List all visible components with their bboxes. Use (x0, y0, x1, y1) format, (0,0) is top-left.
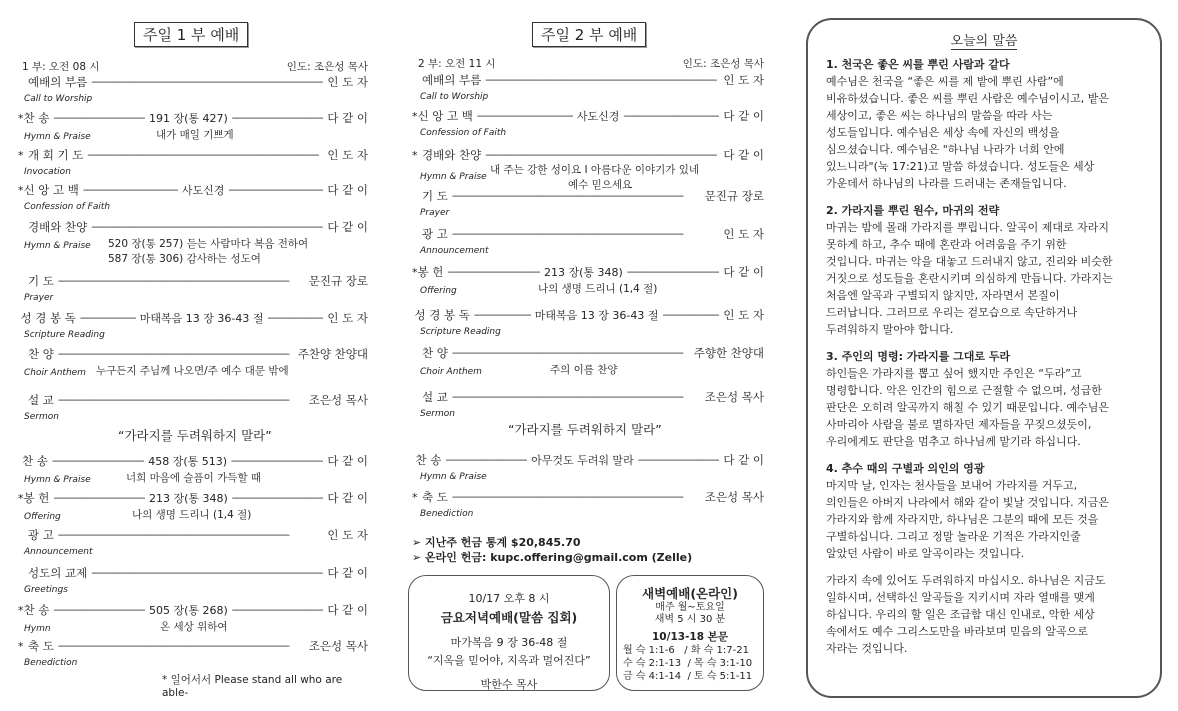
order-item-subtitle: 나의 생명 드리니 (1,4 절) (132, 509, 252, 521)
order-item-english: Hymn & Praise (420, 172, 487, 182)
dotted-leader (53, 113, 145, 124)
closing-line: 자라는 것입니다. (826, 642, 908, 655)
service1-leader: 인도: 조은성 목사 (286, 61, 368, 73)
dotted-leader (87, 150, 323, 161)
order-item-english: Prayer (24, 293, 54, 303)
order-item-english: Scripture Reading (24, 330, 105, 340)
order-item-subtitle: 587 장(통 306) 감사하는 성도여 (108, 253, 261, 265)
order-item-detail: 마태복음 13 장 36-43 절 (139, 312, 264, 325)
order-item-english: Sermon (24, 412, 59, 422)
section-heading: 1. 천국은 좋은 씨를 뿌린 사람과 같다 (826, 58, 1010, 71)
required-stand-mark: * (18, 639, 24, 653)
dotted-leader (485, 150, 719, 161)
order-item-english: Announcement (420, 246, 489, 256)
dotted-leader (58, 395, 305, 406)
section-line: 사마리아 사람을 불로 멸하자던 제자들을 꾸짖으셨듯이, (826, 418, 1092, 431)
order-item-leader: 주찬양 찬양대 (297, 347, 368, 361)
order-item-label: 찬 송 (23, 603, 50, 617)
section-line: 것입니다. 마귀는 악을 대놓고 드러내지 않고, 진리와 비슷한 (826, 255, 1113, 268)
section-heading: 4. 추수 때의 구별과 의인의 영광 (826, 462, 985, 475)
dotted-leader (638, 455, 720, 466)
section-line: 마귀는 밤에 몰래 가라지를 뿌립니다. 알곡이 제대로 자라지 (826, 221, 1109, 234)
order-item-leader: 다 같 이 (327, 566, 368, 580)
dotted-leader (91, 568, 323, 579)
dawn-schedule (617, 644, 763, 683)
service1-title: 주일 1 부 예배 (134, 22, 248, 47)
required-stand-mark: * (412, 265, 418, 279)
dotted-leader (80, 313, 136, 324)
section-line: 알았던 사람이 바로 알곡이라는 것입니다. (826, 547, 1025, 560)
order-item-english: Invocation (24, 167, 71, 177)
order-item-leader: 다 같 이 (723, 453, 764, 467)
required-stand-mark: * (412, 490, 418, 504)
section-line: 세상이고, 좋은 씨는 하나님의 말씀을 따라 사는 (826, 109, 1053, 122)
order-item-leader: 다 같 이 (327, 220, 368, 234)
order-item-label: 찬 송 (23, 111, 50, 125)
section-line: 명령합니다. 악은 인간의 힘으로 근절할 수 없으며, 성급한 (826, 384, 1102, 397)
dotted-leader (58, 530, 323, 541)
order-item-leader: 인 도 자 (327, 311, 368, 325)
dotted-leader (452, 492, 701, 503)
offering-stats-text: 지난주 헌금 통계 $20,845.70 (425, 536, 581, 549)
service2-column (412, 0, 764, 711)
dawn-range: 10/13-18 본문 (652, 631, 728, 643)
required-stand-mark: * (412, 148, 418, 162)
worship-order-row (412, 345, 764, 361)
worship-order-row (18, 565, 368, 581)
order-item-english: Hymn & Praise (24, 241, 91, 251)
dotted-leader (53, 493, 145, 504)
order-item-english: Call to Worship (24, 94, 93, 104)
online-offering-text: 온라인 헌금: kupc.offering@gmail.com (Zelle) (425, 551, 693, 564)
order-item-english: Confession of Faith (420, 128, 507, 138)
section-line: 예수님은 천국을 “좋은 씨를 제 밭에 뿌린 사람”에 (826, 75, 1064, 88)
worship-order-row (412, 188, 764, 204)
order-item-english: Scripture Reading (420, 327, 501, 337)
order-item-label: 경배와 찬양 (422, 148, 482, 162)
dotted-leader (58, 349, 294, 360)
order-item-leader: 다 같 이 (723, 148, 764, 162)
order-item-subtitle: 온 세상 위하여 (160, 621, 228, 633)
required-stand-mark: * (18, 148, 24, 162)
section-line: 심으셨습니다. 예수님은 "하나님 나라가 너희 안에 (826, 143, 1065, 156)
order-item-leader: 다 같 이 (723, 109, 764, 123)
dotted-leader (452, 348, 690, 359)
order-item-label: 성도의 교제 (28, 566, 88, 580)
closing-line: 일하시며, 선택하신 알곡들을 지키시며 자라 열매를 맺게 (826, 591, 1095, 604)
required-stand-mark: * (18, 603, 24, 617)
friday-passage: 마가복음 9 장 36-48 절 (450, 636, 568, 649)
dotted-leader (447, 267, 540, 278)
offering-stats: ➢ 지난주 헌금 통계 $20,845.70 (412, 536, 581, 549)
dotted-leader (232, 493, 324, 504)
worship-order-row (18, 273, 368, 289)
order-item-label: 광 고 (28, 528, 54, 542)
dotted-leader (53, 605, 145, 616)
order-item-detail: 사도신경 (181, 184, 225, 197)
worship-order-row (18, 182, 368, 198)
order-item-label: 설 교 (28, 393, 54, 407)
order-item-label: 축 도 (28, 639, 54, 653)
order-item-label: 성 경 봉 독 (20, 311, 76, 325)
dotted-leader (445, 455, 527, 466)
dawn-schedule-row: 수 슥 2:1-13 / 목 슥 3:1-10 (623, 658, 753, 669)
order-item-subtitle: 예수 믿으세요 (568, 179, 633, 191)
dotted-leader (485, 75, 719, 86)
section-line: 가라지와 함께 자라지만, 하나님은 그분의 때에 모든 것을 (826, 513, 1099, 526)
order-item-label: 봉 헌 (23, 491, 50, 505)
closing-line: 하십니다. 우리의 할 일은 조급함 대신 인내로, 악한 세상 (826, 608, 1095, 621)
order-item-leader: 다 같 이 (327, 491, 368, 505)
required-stand-mark: * (18, 111, 24, 125)
service1-sermon-title: “가라지를 두려워하지 말라” (118, 428, 272, 443)
order-item-english: Benediction (24, 658, 78, 668)
service2-sermon-title: “가라지를 두려워하지 말라” (508, 422, 662, 437)
order-item-label: 기 도 (422, 189, 448, 203)
worship-order-row (412, 452, 764, 468)
order-item-label: 찬 양 (422, 346, 448, 360)
order-item-detail: 마태복음 13 장 36-43 절 (534, 309, 659, 322)
todays-word-title: 오늘의 말씀 (950, 34, 1018, 49)
order-item-label: 신 앙 고 백 (417, 109, 473, 123)
section-line: 가운데서 하나님의 나라를 드러내는 존재들입니다. (826, 177, 1067, 190)
section-line: 못하게 하고, 추수 때에 혼란과 어려움을 주기 위한 (826, 238, 1067, 251)
order-item-english: Offering (420, 286, 457, 296)
order-item-leader: 다 같 이 (327, 111, 368, 125)
dotted-leader (231, 456, 323, 467)
friday-subtitle: “지옥을 믿어야, 지옥과 멀어진다” (427, 654, 591, 667)
worship-order-row (412, 147, 764, 163)
worship-order-row (18, 602, 368, 618)
closing-line: 가라지 속에 있어도 두려워하지 마십시오. 하나님은 지금도 (826, 574, 1106, 587)
order-item-english: Announcement (24, 547, 93, 557)
order-item-english: Choir Anthem (24, 368, 86, 378)
friday-time: 10/17 오후 8 시 (468, 592, 550, 605)
order-item-subtitle: 주의 이름 찬양 (550, 364, 618, 376)
section-line: 처음엔 알곡과 구별되지 않지만, 자라면서 본질이 (826, 289, 1060, 302)
order-item-leader: 조은성 목사 (308, 639, 368, 653)
worship-order-row (18, 392, 368, 408)
required-stand-mark: * (412, 109, 418, 123)
order-item-leader: 인 도 자 (327, 75, 368, 89)
service1-time: 1 부: 오전 08 시 (22, 61, 100, 73)
required-stand-mark: * (18, 491, 24, 505)
order-item-label: 찬 송 (22, 454, 48, 468)
section-heading: 3. 주인의 명령: 가라지를 그대로 두라 (826, 350, 1011, 363)
worship-order-row (18, 453, 368, 469)
section-line: 판단은 오히려 알곡까지 해칠 수 있기 때문입니다. 예수님은 (826, 401, 1109, 414)
order-item-label: 찬 송 (415, 453, 442, 467)
dotted-leader (267, 313, 323, 324)
order-item-label: 예배의 부름 (422, 73, 482, 87)
order-item-leader: 다 같 이 (327, 603, 368, 617)
todays-word-title-wrap (808, 30, 1160, 49)
dotted-leader (623, 111, 719, 122)
dawn-title: 새벽예배(온라인) (642, 586, 738, 601)
service2-leader: 인도: 조은성 목사 (682, 58, 764, 70)
order-item-leader: 문진규 장로 (308, 274, 368, 288)
order-item-english: Hymn & Praise (24, 132, 91, 142)
dotted-leader (232, 113, 324, 124)
section-line: 두려워하지 말아야 합니다. (826, 323, 954, 336)
order-item-english: Hymn (24, 624, 51, 634)
dotted-leader (232, 605, 324, 616)
order-item-detail: 191 장(통 427) (148, 112, 228, 125)
order-item-leader: 다 같 이 (327, 454, 368, 468)
worship-order-row (18, 490, 368, 506)
order-item-english: Hymn & Praise (24, 475, 91, 485)
dotted-leader (452, 229, 719, 240)
section-line: 마지막 날, 인자는 천사들을 보내어 가라지를 거두고, (826, 479, 1078, 492)
section-line: 비유하셨습니다. 좋은 씨를 뿌린 사람은 예수님이시고, 밭은 (826, 92, 1109, 105)
stand-note: * 일어서서 Please stand all who are able- (162, 674, 343, 699)
section-line: 거짓으로 성도들을 혼란시키며 의심하게 만듭니다. 가라지는 (826, 272, 1113, 285)
order-item-detail: 458 장(통 513) (148, 455, 228, 468)
worship-order-row (18, 110, 368, 126)
order-item-english: Sermon (420, 409, 455, 419)
order-item-leader: 다 같 이 (327, 183, 368, 197)
worship-order-row (18, 74, 368, 90)
order-item-leader: 조은성 목사 (704, 390, 764, 404)
dawn-days: 매주 월~토요일 (655, 602, 725, 613)
order-item-label: 광 고 (422, 227, 448, 241)
order-item-detail: 505 장(통 268) (148, 604, 228, 617)
order-item-label: 신 앙 고 백 (23, 183, 79, 197)
worship-order-row (412, 72, 764, 88)
section-line: 우리에게도 판단을 멈추고 하나님께 맡기라 하십니다. (826, 435, 1081, 448)
order-item-leader: 주향한 찬양대 (693, 346, 764, 360)
todays-word-panel (806, 18, 1162, 698)
dawn-schedule-row: 금 슥 4:1-14 / 토 슥 5:1-11 (623, 671, 753, 682)
dotted-leader (627, 267, 720, 278)
order-item-english: Benediction (420, 509, 474, 519)
dawn-schedule-row: 월 슥 1:1-6 / 화 슥 1:7-21 (623, 645, 749, 656)
dotted-leader (474, 310, 531, 321)
order-item-label: 경배와 찬양 (28, 220, 88, 234)
order-item-detail: 아무것도 두려워 말라 (531, 454, 634, 467)
section-line: 성도들입니다. 예수님은 세상 속에 자신의 백성을 (826, 126, 1060, 139)
order-item-subtitle: 내가 매일 기쁘게 (156, 129, 234, 141)
order-item-label: 축 도 (422, 490, 448, 504)
order-item-english: Greetings (24, 585, 68, 595)
worship-order-row (18, 638, 368, 654)
dotted-leader (91, 222, 323, 233)
order-item-english: Call to Worship (420, 92, 489, 102)
order-item-leader: 인 도 자 (723, 73, 764, 87)
service2-time: 2 부: 오전 11 시 (418, 58, 496, 70)
order-item-leader: 인 도 자 (723, 308, 764, 322)
order-item-detail: 213 장(통 348) (543, 266, 623, 279)
friday-service-box (408, 575, 610, 691)
worship-order-row (18, 527, 368, 543)
friday-title: 금요저녁예배(말씀 집회) (440, 610, 578, 625)
friday-speaker: 박한수 목사 (480, 678, 538, 691)
worship-order-row (18, 310, 368, 326)
order-item-subtitle: 너희 마음에 슬픔이 가득할 때 (126, 472, 262, 484)
order-item-detail: 213 장(통 348) (148, 492, 228, 505)
order-item-english: Confession of Faith (24, 202, 111, 212)
section-line: 의인들은 아버지 나라에서 해와 같이 빛날 것입니다. 지금은 (826, 496, 1109, 509)
required-stand-mark: * (18, 183, 24, 197)
dawn-time: 새벽 5 시 30 분 (654, 614, 726, 625)
order-item-label: 성 경 봉 독 (414, 308, 470, 322)
worship-order-row (18, 219, 368, 235)
service1-column (18, 0, 368, 711)
order-item-label: 봉 헌 (417, 265, 444, 279)
dotted-leader (477, 111, 573, 122)
order-item-label: 기 도 (28, 274, 54, 288)
order-item-english: Prayer (420, 208, 450, 218)
order-item-leader: 다 같 이 (723, 265, 764, 279)
worship-order-row (18, 346, 368, 362)
closing-line: 속에서도 예수 그리스도만을 바라보며 믿음의 알곡으로 (826, 625, 1088, 638)
worship-order-row (412, 264, 764, 280)
order-item-english: Offering (24, 512, 61, 522)
dotted-leader (58, 641, 305, 652)
dotted-leader (662, 310, 719, 321)
worship-order-row (412, 108, 764, 124)
order-item-label: 찬 양 (28, 347, 54, 361)
section-line: 있느니라"(눅 17:21)고 말씀 하셨습니다. 성도들은 세상 (826, 160, 1095, 173)
online-offering: ➢ 온라인 헌금: kupc.offering@gmail.com (Zelle) (412, 551, 693, 564)
section-line: 하인들은 가라지를 뽑고 싶어 했지만 주인은 “두라”고 (826, 367, 1082, 380)
section-line: 구별하십니다. 그리고 정말 놀라운 기적은 가라지인줄 (826, 530, 1081, 543)
order-item-leader: 문진규 장로 (704, 189, 764, 203)
order-item-detail: 사도신경 (576, 110, 620, 123)
order-item-subtitle: 누구든지 주님께 나오면/주 예수 대문 밖에 (96, 365, 289, 377)
worship-order-row (412, 226, 764, 242)
order-item-label: 예배의 부름 (28, 75, 88, 89)
section-line: 드러납니다. 그러므로 우리는 겉모습으로 속단하거나 (826, 306, 1078, 319)
dotted-leader (452, 392, 701, 403)
order-item-subtitle: 나의 생명 드리니 (1,4 절) (538, 283, 658, 295)
dotted-leader (83, 185, 178, 196)
worship-order-row (412, 307, 764, 323)
order-item-subtitle: 520 장(통 257) 듣는 사람마다 복음 전하여 (108, 238, 309, 250)
order-item-leader: 인 도 자 (327, 528, 368, 542)
order-item-label: 개 회 기 도 (28, 148, 84, 162)
worship-order-row (412, 389, 764, 405)
dotted-leader (58, 276, 305, 287)
dotted-leader (452, 191, 701, 202)
order-item-label: 설 교 (422, 390, 448, 404)
service2-title: 주일 2 부 예배 (532, 22, 646, 47)
order-item-leader: 조은성 목사 (704, 490, 764, 504)
order-item-english: Choir Anthem (420, 367, 482, 377)
dotted-leader (91, 77, 323, 88)
worship-order-row (18, 147, 368, 163)
section-heading: 2. 가라지를 뿌린 원수, 마귀의 전략 (826, 204, 1000, 217)
dawn-service-box (616, 575, 764, 691)
order-item-leader: 인 도 자 (723, 227, 764, 241)
dotted-leader (52, 456, 144, 467)
order-item-subtitle: 내 주는 강한 성이요 I 아름다운 이야기가 있네 (490, 164, 700, 176)
order-item-leader: 조은성 목사 (308, 393, 368, 407)
order-item-leader: 인 도 자 (327, 148, 368, 162)
dotted-leader (228, 185, 323, 196)
worship-order-row (412, 489, 764, 505)
order-item-english: Hymn & Praise (420, 472, 487, 482)
